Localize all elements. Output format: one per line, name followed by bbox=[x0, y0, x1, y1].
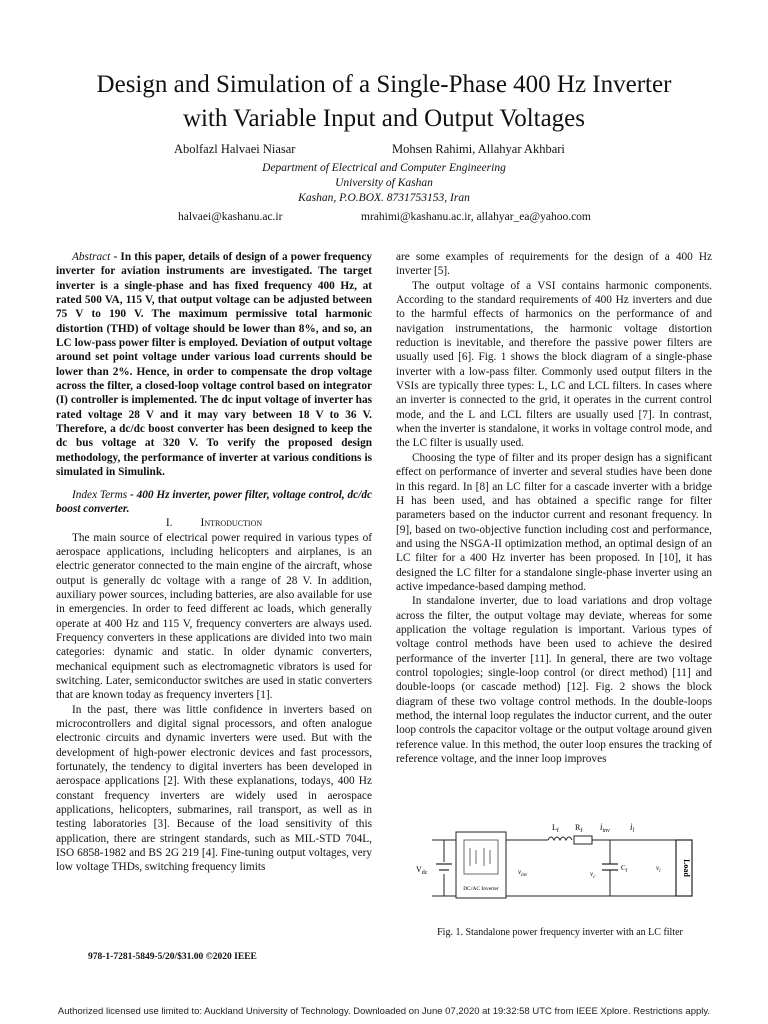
left-column bbox=[56, 250, 372, 875]
title-line-1: Design and Simulation of a Single-Phase 400 Hz Inverter bbox=[96, 71, 672, 98]
body-paragraph: Choosing the type of filter and its proper design has a significant effect on performance of inverter and several studies have been done in this regard. In [8] an LC filter for a cascade inverter with a bridge H has been used, and has obtained a specific range for filter parameters based on the inductor current and resonant frequency. In [9], based on two-objective function including cost and performance, and using the NSGA-II optimization method, an optimal design of an LC filter for a 400 Hz inverter has been proposed. In [10], it has designed the LC filter for a standalone single-phase inverter using an active impedance-based damping method. bbox=[396, 451, 712, 593]
index-terms bbox=[56, 488, 372, 517]
abstract-text: - In this paper, details of design of a power frequency inverter for aviation instruments are investigated. The target inverter is a single-phase and has fixed frequency 400 Hz, at rated 500 VA, 115 V, that output voltage can be adjusted between 75 V to 190 V. The maximum permissive total harmonic distortion (THD) of voltage should be lower than 8%, and so, an LC low-pass power filter is employed. Deviation of output voltage around set point voltage under various load currents should be lower than 2%. Hence, in order to compensate the drop voltage across the filter, a closed-loop voltage control based on integrator (I) controller is implemented. The dc input voltage of inverter has rated voltage 28 V and it may vary between 18 V to 36 V. Therefore, a dc/dc boost converter has been designed to keep the dc bus voltage at 320 V. To verify the proposed design methodology, the performance of inverter at various conditions is simulated in Simulink. bbox=[56, 251, 372, 479]
figure-caption: Fig. 1. Standalone power frequency inverter with an LC filter bbox=[437, 927, 683, 938]
email-right: mrahimi@kashanu.ac.ir, allahyar_ea@yahoo.com bbox=[361, 211, 591, 223]
index-terms-lead: Index Terms bbox=[72, 488, 128, 501]
resistor-rf bbox=[574, 836, 592, 844]
label-vdc: $V_{dc}$ bbox=[416, 865, 428, 876]
section-title: Introduction bbox=[200, 517, 263, 530]
section-number: I. bbox=[165, 517, 173, 530]
body-paragraph: In standalone inverter, due to load variations and drop voltage across the filter, the output voltage may deviate, whereas for some application the voltage regulation is important. Various types of voltage control methods have been used to achieve the desired performance of the inverter [11]. In general, there are two voltage control topologies; single-loop control (or direct method) [11] and double-loops (or cascade method) [12]. Fig. 2 shows the block diagram of these two voltage control methods. In the double-loops method, the internal loop regulates the inductor current, and the outer loop controls the capacitor voltage or the output voltage around given reference value. In this method, the outer loop ensures the tracking of reference voltage, and the inner loop improves bbox=[396, 595, 712, 766]
label-inverter-block: DC/AC Inverter bbox=[463, 886, 499, 892]
body-paragraph: The output voltage of a VSI contains harmonic components. According to the standard requirements of 400 Hz inverters and due to the harmful effects of harmonics on the performance of and navigation instrumentations, the harmonic voltage distortion reduction is inevitable, and therefore the passive power filters are usually used [6]. Fig. 1 shows the block diagram of a single-phase inverter with a low-pass filter. Commonly used output filters in the VSIs are typically three types: L, LC and LCL filters. In cases where an inverter is connected to the grid, it operates in the current control mode, and the L and LCL filters are usually used [7]. In contrast, when the inverter is standalone, it works in voltage control mode, and the LC filter is usually used. bbox=[396, 279, 712, 450]
license-footer: Authorized licensed use limited to: Auckland University of Technology. Downloaded on June 07,2020 at 19:32:58 UTC from IEEE Xplore. Restrictions apply. bbox=[57, 1006, 711, 1017]
paper-title bbox=[0, 68, 768, 136]
abstract-lead: Abstract bbox=[72, 251, 111, 263]
capacitor-cf bbox=[602, 840, 618, 896]
affiliation-line-3: Kashan, P.O.BOX. 8731753153, Iran bbox=[298, 192, 470, 204]
body-paragraph: are some examples of requirements for the design of a 400 Hz inverter [5]. bbox=[396, 251, 712, 278]
section-heading bbox=[56, 516, 372, 530]
label-cf: $C_f$ bbox=[621, 864, 628, 874]
label-iinv: $i_{inv}$ bbox=[600, 822, 610, 834]
email-left: halvaei@kashanu.ac.ir bbox=[178, 211, 283, 223]
label-vinv: $v_{inv}$ bbox=[518, 868, 528, 878]
affiliation-line-1: Department of Electrical and Computer Engineering bbox=[262, 162, 506, 174]
title-line-2: with Variable Input and Output Voltages bbox=[182, 105, 586, 132]
copyright-notice: 978-1-7281-5849-5/20/$31.00 ©2020 IEEE bbox=[88, 952, 257, 962]
index-terms-text: - 400 Hz inverter, power filter, voltage control, dc/dc boost converter. bbox=[56, 488, 372, 515]
label-vl: $v_l$ bbox=[656, 864, 661, 874]
dc-source bbox=[432, 840, 456, 896]
body-paragraph: In the past, there was little confidence in inverters based on microcontrollers and digital signal processors, and often analogue electronic circuits and dynamic inverters were used. But with the development of high-power electronic devices and fast processors, fortunately, the tendency to digital inverters has been developed in aerospace applications [2]. With these explanations, todays, 400 Hz constant frequency inverters are widely used in aerospace applications, helicopters, submarines, rail transport, as well as in testing laboratories [3]. Because of the load sensitivity of this application, there are stringent standards, such as MIL-STD 704L, ISO 6858-1982 and BS 2G 219 [4]. Fine-tuning output voltages, very low voltage THDs, switching frequency limits bbox=[56, 703, 372, 874]
label-load: Load bbox=[682, 859, 691, 877]
right-column bbox=[396, 250, 712, 766]
author-left: Abolfazl Halvaei Niasar bbox=[174, 142, 296, 156]
label-vc: $v_c$ bbox=[590, 870, 596, 880]
inductor-lf bbox=[548, 837, 572, 840]
label-lf: $L_f$ bbox=[552, 823, 559, 834]
label-il: $i_l$ bbox=[630, 822, 635, 834]
abstract bbox=[56, 250, 372, 480]
affiliation-line-2: University of Kashan bbox=[335, 177, 433, 189]
body-paragraph: The main source of electrical power required in various types of aerospace applications, including helicopters and airplanes, is an electric generator connected to the main engine of the aircraft, whose output is generally dc voltage with a range of 28 V. In addition, auxiliary power sources, including batteries, are also available for use in emergencies. In order to feed different ac loads, which generally operate at 400 Hz and 115 V, frequency converters are always used. Frequency converters in these applications are divided into two main categories: dynamic and static. In older dynamic converters, mechanical equipment such as electromagnetic vibrators is used for switching. Later, semiconductor switches are used in static converters that are known today as frequency inverters [1]. bbox=[56, 531, 372, 702]
author-right: Mohsen Rahimi, Allahyar Akhbari bbox=[392, 142, 565, 156]
label-rf: $R_f$ bbox=[575, 823, 583, 834]
affiliation bbox=[0, 161, 768, 206]
figure-1-circuit bbox=[414, 820, 714, 912]
